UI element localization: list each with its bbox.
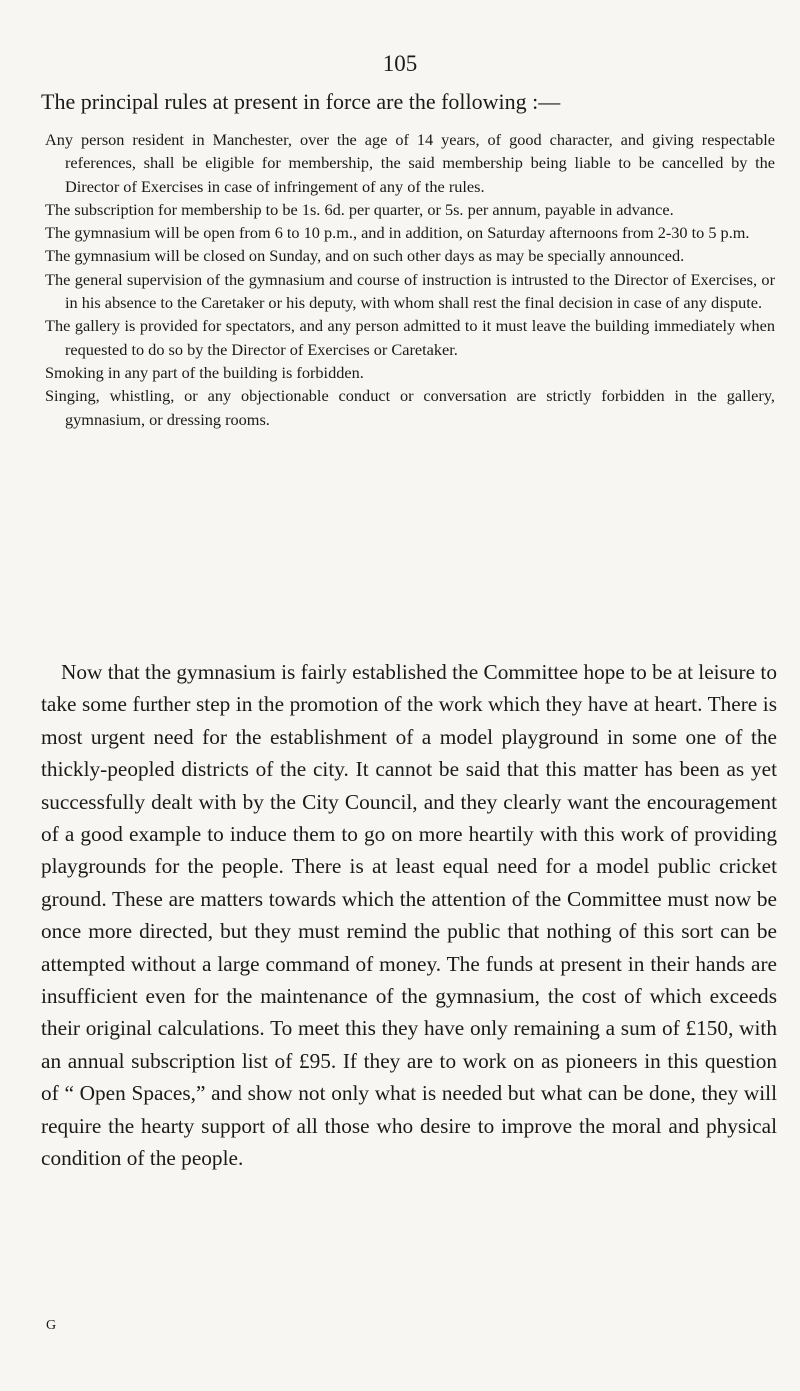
signature-mark: G (46, 1318, 57, 1333)
page-number: 105 (382, 51, 418, 76)
rule-closing-days: The gymnasium will be closed on Sunday, and on such other days as may be specially announced. (45, 246, 685, 266)
rule-smoking: Smoking in any part of the building is forbidden. (45, 362, 364, 382)
body-paragraph: Now that the gymnasium is fairly established the Committee hope to be at leisure to take some further step in the promotion of the work which they have at heart. There is most urgent need for the establishment of a model playground in some one of the thickly-peopled districts of the city. It cannot be said that this matter has been as yet successfully dealt with by the City Council, and they clearly want the encouragement of a good example to induce them to go on more heartily with this work of providing playgrounds for the people. There is at least equal need for a model public cricket ground. These are matters towards which the attention of the Committee must now be once more directed, but they must remind the public that nothing of this sort can be attempted without a large command of money. The funds at present in their hands are insufficient even for the maintenance of the gymnasium, the cost of which exceeds their original calculations. To meet this they have only remaining a sum of £150, with an annual subscription list of £95. If they are to work on as pioneers in this question of “ Open Spaces,” and show not only what is needed but what can be done, they will require the hearty support of all those who desire to improve the moral and physical condition of the people. (41, 660, 777, 1171)
rule-conduct: Singing, whistling, or any objectionable conduct or conversation are strictly forbidden in the gallery, gymnasium, or dressing rooms. (45, 386, 775, 429)
rule-opening-hours: The gymnasium will be open from 6 to 10 p.m., and in addition, on Saturday afternoons from 2-30 to 5 p.m. (45, 223, 750, 243)
rule-subscription: The subscription for membership to be 1s. 6d. per quarter, or 5s. per annum, payable in advance. (45, 199, 674, 219)
rule-supervision: The general supervision of the gymnasium and course of instruction is intrusted to the Director of Exercises, or in his absence to the Caretaker or his deputy, with whom shall rest the final decision in case of any dispute. (45, 269, 775, 313)
rule-gallery: The gallery is provided for spectators, and any person admitted to it must leave the building immediately when requested to do so by the Director of Exercises or Caretaker. (45, 316, 775, 359)
rules-intro: The principal rules at present in force are the following :— (41, 89, 561, 114)
rule-membership: Any person resident in Manchester, over the age of 14 years, of good character, and giving respectable references, shall be eligible for membership, the said membership being liable to be cancelled by the Director of Exercises in case of infringement of any of the rules. (45, 130, 775, 196)
rules-list (45, 128, 775, 431)
